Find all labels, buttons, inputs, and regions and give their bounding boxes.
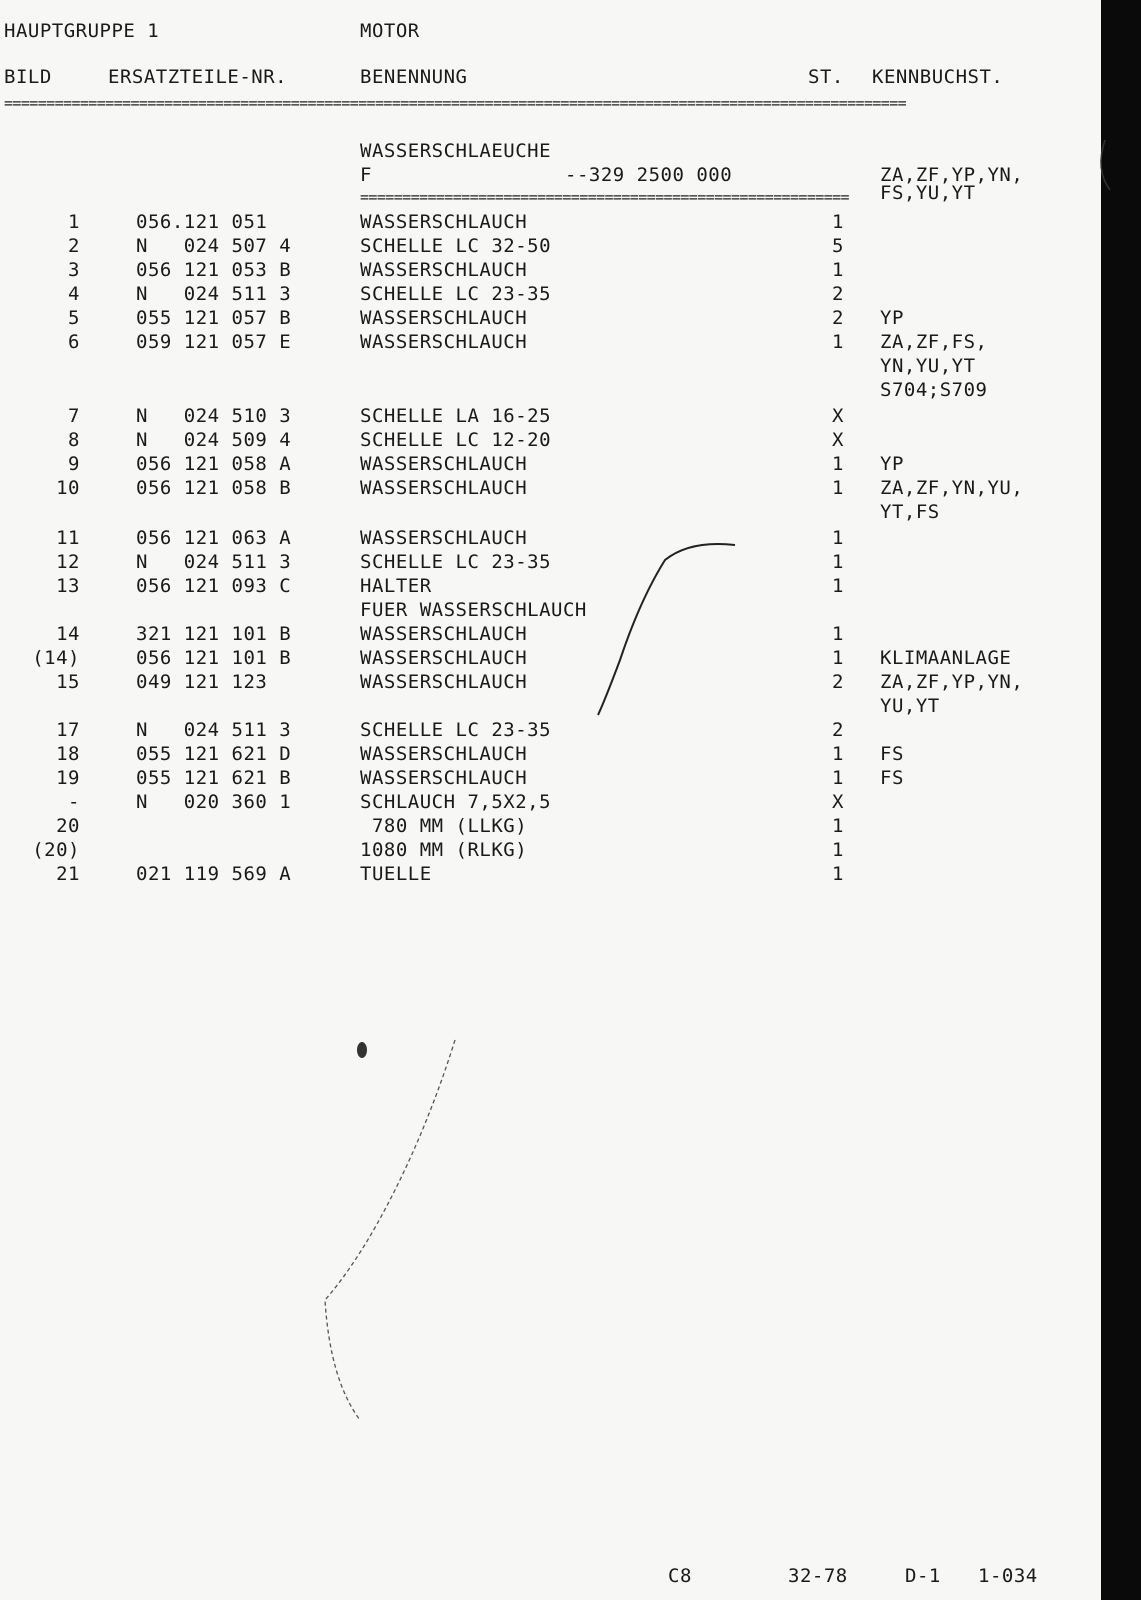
row-quantity: 1 bbox=[832, 623, 844, 645]
row-part-number: 056 121 058 A bbox=[136, 453, 292, 475]
row-name: WASSERSCHLAUCH bbox=[360, 647, 528, 669]
row-code: YP bbox=[880, 453, 904, 475]
row-part-number: 321 121 101 B bbox=[136, 623, 292, 645]
row-bild: - bbox=[68, 791, 80, 813]
scan-edge-bar bbox=[1101, 0, 1141, 1600]
row-quantity: 1 bbox=[832, 527, 844, 549]
row-part-number: N 020 360 1 bbox=[136, 791, 292, 813]
row-name: WASSERSCHLAUCH bbox=[360, 743, 528, 765]
row-code: S704;S709 bbox=[880, 379, 988, 401]
footer-code: C8 bbox=[668, 1565, 692, 1587]
row-bild: 17 bbox=[56, 719, 80, 741]
row-bild: 15 bbox=[56, 671, 80, 693]
row-part-number: 056 121 063 A bbox=[136, 527, 292, 549]
row-name: WASSERSCHLAUCH bbox=[360, 527, 528, 549]
row-bild: 1 bbox=[68, 211, 80, 233]
row-name: WASSERSCHLAUCH bbox=[360, 477, 528, 499]
row-part-number: 055 121 621 B bbox=[136, 767, 292, 789]
row-quantity: 1 bbox=[832, 575, 844, 597]
row-name: SCHELLE LC 32-50 bbox=[360, 235, 552, 257]
row-code: ZA,ZF,YP,YN, bbox=[880, 671, 1024, 693]
section-codes-line2: FS,YU,YT bbox=[880, 182, 976, 204]
row-quantity: 2 bbox=[832, 283, 844, 305]
row-part-number: 055 121 621 D bbox=[136, 743, 292, 765]
row-name: SCHELLE LA 16-25 bbox=[360, 405, 552, 427]
column-header-bild: BILD bbox=[4, 66, 52, 88]
header-rule: =========================================================================================================== bbox=[4, 94, 907, 112]
row-bild: 18 bbox=[56, 743, 80, 765]
row-bild: (14) bbox=[32, 647, 80, 669]
row-quantity: 2 bbox=[832, 307, 844, 329]
row-name: WASSERSCHLAUCH bbox=[360, 331, 528, 353]
row-part-number: 049 121 123 bbox=[136, 671, 268, 693]
group-label: HAUPTGRUPPE 1 bbox=[4, 20, 160, 42]
row-name: WASSERSCHLAUCH bbox=[360, 307, 528, 329]
row-code: ZA,ZF,YN,YU, bbox=[880, 477, 1024, 499]
row-bild: 11 bbox=[56, 527, 80, 549]
row-part-number: 021 119 569 A bbox=[136, 863, 292, 885]
row-quantity: X bbox=[832, 791, 844, 813]
row-name: 1080 MM (RLKG) bbox=[360, 839, 528, 861]
row-code: ZA,ZF,FS, bbox=[880, 331, 988, 353]
row-part-number: N 024 511 3 bbox=[136, 719, 292, 741]
row-code: FS bbox=[880, 767, 904, 789]
column-header-qty: ST. bbox=[808, 66, 844, 88]
row-quantity: 1 bbox=[832, 453, 844, 475]
row-quantity: 1 bbox=[832, 551, 844, 573]
row-bild: 6 bbox=[68, 331, 80, 353]
row-quantity: X bbox=[832, 429, 844, 451]
footer-date: 32-78 bbox=[788, 1565, 848, 1587]
row-part-number: 055 121 057 B bbox=[136, 307, 292, 329]
row-quantity: 1 bbox=[832, 743, 844, 765]
row-name: SCHLAUCH 7,5X2,5 bbox=[360, 791, 552, 813]
row-part-number: 056 121 093 C bbox=[136, 575, 292, 597]
row-name: WASSERSCHLAUCH bbox=[360, 211, 528, 233]
section-title: WASSERSCHLAEUCHE bbox=[360, 140, 552, 162]
row-bild: 19 bbox=[56, 767, 80, 789]
row-bild: 10 bbox=[56, 477, 80, 499]
row-name: WASSERSCHLAUCH bbox=[360, 767, 528, 789]
row-bild: 8 bbox=[68, 429, 80, 451]
row-name: WASSERSCHLAUCH bbox=[360, 671, 528, 693]
footer-lang: D-1 bbox=[905, 1565, 941, 1587]
row-part-number: 059 121 057 E bbox=[136, 331, 292, 353]
row-bild: 13 bbox=[56, 575, 80, 597]
row-code: YP bbox=[880, 307, 904, 329]
row-bild: (20) bbox=[32, 839, 80, 861]
row-quantity: 1 bbox=[832, 839, 844, 861]
row-part-number: 056 121 053 B bbox=[136, 259, 292, 281]
row-quantity: 2 bbox=[832, 719, 844, 741]
row-bild: 21 bbox=[56, 863, 80, 885]
row-part-number: N 024 511 3 bbox=[136, 283, 292, 305]
row-quantity: 1 bbox=[832, 647, 844, 669]
row-bild: 5 bbox=[68, 307, 80, 329]
row-bild: 9 bbox=[68, 453, 80, 475]
row-name: TUELLE bbox=[360, 863, 432, 885]
row-bild: 20 bbox=[56, 815, 80, 837]
row-quantity: 2 bbox=[832, 671, 844, 693]
row-part-number: N 024 510 3 bbox=[136, 405, 292, 427]
row-bild: 12 bbox=[56, 551, 80, 573]
row-code: YN,YU,YT bbox=[880, 355, 976, 377]
row-part-number: 056 121 058 B bbox=[136, 477, 292, 499]
row-quantity: 1 bbox=[832, 211, 844, 233]
row-code: YT,FS bbox=[880, 501, 940, 523]
row-bild: 4 bbox=[68, 283, 80, 305]
section-codes-line1: ZA,ZF,YP,YN, bbox=[880, 164, 1024, 186]
row-quantity: 1 bbox=[832, 815, 844, 837]
section-prefix: F bbox=[360, 164, 372, 186]
row-name: 780 MM (LLKG) bbox=[360, 815, 528, 837]
row-name: SCHELLE LC 23-35 bbox=[360, 283, 552, 305]
row-name: WASSERSCHLAUCH bbox=[360, 259, 528, 281]
row-name: HALTER bbox=[360, 575, 432, 597]
row-quantity: 1 bbox=[832, 863, 844, 885]
row-bild: 3 bbox=[68, 259, 80, 281]
column-header-part-no: ERSATZTEILE-NR. bbox=[108, 66, 288, 88]
column-header-name: BENENNUNG bbox=[360, 66, 468, 88]
group-name: MOTOR bbox=[360, 20, 420, 42]
row-name: WASSERSCHLAUCH bbox=[360, 623, 528, 645]
row-part-number: N 024 507 4 bbox=[136, 235, 292, 257]
row-name: FUER WASSERSCHLAUCH bbox=[360, 599, 587, 621]
row-quantity: X bbox=[832, 405, 844, 427]
row-quantity: 1 bbox=[832, 477, 844, 499]
row-bild: 14 bbox=[56, 623, 80, 645]
row-bild: 2 bbox=[68, 235, 80, 257]
row-code: KLIMAANLAGE bbox=[880, 647, 1012, 669]
row-name: SCHELLE LC 23-35 bbox=[360, 719, 552, 741]
section-number: --329 2500 000 bbox=[565, 164, 733, 186]
row-bild: 7 bbox=[68, 405, 80, 427]
row-quantity: 1 bbox=[832, 259, 844, 281]
row-name: WASSERSCHLAUCH bbox=[360, 453, 528, 475]
row-code: YU,YT bbox=[880, 695, 940, 717]
row-quantity: 5 bbox=[832, 235, 844, 257]
column-header-code: KENNBUCHST. bbox=[872, 66, 1004, 88]
row-quantity: 1 bbox=[832, 331, 844, 353]
row-part-number: 056 121 101 B bbox=[136, 647, 292, 669]
row-part-number: N 024 511 3 bbox=[136, 551, 292, 573]
row-code: FS bbox=[880, 743, 904, 765]
row-name: SCHELLE LC 23-35 bbox=[360, 551, 552, 573]
section-underline: ========================================================== bbox=[360, 188, 849, 206]
footer-page: 1-034 bbox=[978, 1565, 1038, 1587]
row-quantity: 1 bbox=[832, 767, 844, 789]
row-part-number: 056.121 051 bbox=[136, 211, 268, 233]
row-part-number: N 024 509 4 bbox=[136, 429, 292, 451]
row-name: SCHELLE LC 12-20 bbox=[360, 429, 552, 451]
